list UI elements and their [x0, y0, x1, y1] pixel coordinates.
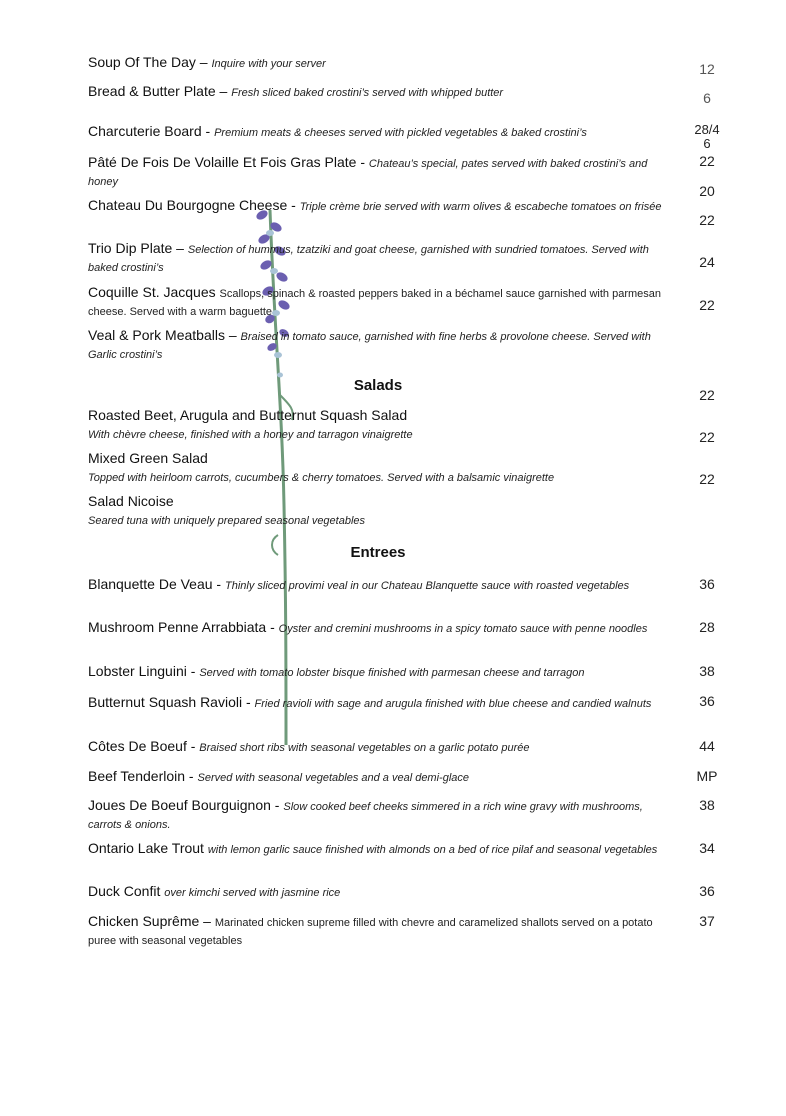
- entrees-item: [88, 619, 678, 637]
- item-price: 22: [699, 153, 715, 169]
- item-separator: –: [215, 83, 232, 99]
- starters-item: [88, 240, 678, 277]
- salads-item: [88, 407, 678, 444]
- item-separator: -: [287, 197, 300, 213]
- item-description: Premium meats & cheeses served with pickled vegetables & baked crostini’s: [214, 127, 587, 139]
- item-separator: -: [266, 619, 279, 635]
- starters-item: [88, 197, 678, 215]
- item-price: 44: [699, 738, 715, 754]
- item-name: Chateau Du Bourgogne Cheese: [88, 197, 288, 213]
- item-price: 20: [699, 183, 715, 199]
- item-name: Joues De Boeuf Bourguignon: [88, 797, 271, 813]
- item-description: Topped with heirloom carrots, cucumbers & cherry tomatoes. Served with a balsamic vinaigrette: [88, 472, 555, 485]
- item-name: Mushroom Penne Arrabbiata: [88, 619, 267, 635]
- item-price: 22: [699, 297, 715, 313]
- starters-item: [88, 83, 678, 101]
- item-price: 24: [699, 254, 715, 270]
- item-description: Served with tomato lobster bisque finished with parmesan cheese and tarragon: [199, 667, 585, 679]
- item-name: Mixed Green Salad: [88, 450, 208, 466]
- starters-item: [88, 123, 678, 141]
- item-price: 37: [699, 913, 715, 929]
- entrees-item: [88, 694, 678, 712]
- item-price: 38: [699, 797, 715, 813]
- item-price: 36: [699, 576, 715, 592]
- item-name: Chicken Suprême: [88, 913, 200, 929]
- entrees-item: [88, 576, 678, 594]
- salads-item: [88, 493, 678, 530]
- item-separator: –: [199, 913, 215, 929]
- item-price: 22: [699, 471, 715, 487]
- item-price: 28/4: [694, 122, 720, 137]
- item-price: 6: [703, 136, 711, 151]
- item-name: Veal & Pork Meatballs: [88, 327, 225, 343]
- item-name: Trio Dip Plate: [88, 240, 173, 256]
- item-separator: -: [201, 123, 215, 139]
- item-separator: -: [186, 663, 200, 679]
- item-name: Bread & Butter Plate: [88, 83, 216, 99]
- item-description: Marinated chicken supreme filled with chevre and caramelized shallots served on a potato puree with seasonal vegetables: [88, 917, 653, 948]
- item-price: 28: [699, 619, 715, 635]
- entrees-item: [88, 663, 678, 681]
- item-separator: -: [242, 694, 255, 710]
- item-description: Scallops, spinach & roasted peppers baked in a béchamel sauce garnished with parmesan cheese. Served with a warm baguette: [88, 288, 662, 319]
- salads-item: [88, 450, 678, 487]
- item-description: Thinly sliced provimi veal in our Chateau Blanquette sauce with roasted vegetables: [225, 580, 630, 592]
- item-description: over kimchi served with jasmine rice: [164, 887, 341, 899]
- item-description: Braised short ribs with seasonal vegetables on a garlic potato purée: [199, 742, 530, 754]
- item-price: 36: [699, 693, 715, 709]
- item-description: Fresh sliced baked crostini’s served with whipped butter: [231, 87, 504, 99]
- item-name: Roasted Beet, Arugula and Butternut Squash Salad: [88, 407, 408, 423]
- item-name: Butternut Squash Ravioli: [88, 694, 243, 710]
- item-description: Triple crème brie served with warm olives & escabeche tomatoes on frisée: [299, 201, 662, 213]
- item-price: 38: [699, 663, 715, 679]
- starters-item: [88, 327, 678, 364]
- item-name: Coquille St. Jacques: [88, 284, 216, 300]
- item-separator: –: [224, 327, 241, 343]
- item-price: 22: [699, 212, 715, 228]
- item-description: Slow cooked beef cheeks simmered in a rich wine gravy with mushrooms, carrots & onions.: [88, 801, 643, 832]
- item-price: 34: [699, 840, 715, 856]
- entrees-heading: Entrees: [350, 544, 406, 561]
- entrees-item: [88, 913, 678, 950]
- item-separator: -: [212, 576, 225, 592]
- item-description: Seared tuna with uniquely prepared seasonal vegetables: [88, 515, 366, 528]
- item-price: MP: [696, 768, 718, 784]
- item-name: Duck Confit: [88, 883, 161, 899]
- starters-item: [88, 154, 678, 191]
- item-price: 22: [699, 429, 715, 445]
- item-description: Braised in tomato sauce, garnished with fine herbs & provolone cheese. Served with Garlic crostini’s: [88, 331, 651, 362]
- item-description: Chateau’s special, pates served with baked crostini’s and honey: [88, 158, 648, 189]
- entrees-item: [88, 797, 678, 834]
- item-price: 22: [699, 387, 715, 403]
- item-description: Inquire with your server: [211, 58, 326, 70]
- entrees-item: [88, 738, 678, 756]
- item-name: Soup Of The Day: [88, 54, 196, 70]
- item-name: Charcuterie Board: [88, 123, 202, 139]
- item-separator: -: [185, 768, 198, 784]
- entrees-item: [88, 768, 678, 786]
- item-separator: -: [270, 797, 284, 813]
- item-description: Served with seasonal vegetables and a veal demi-glace: [197, 772, 469, 784]
- item-description: with lemon garlic sauce finished with almonds on a bed of rice pilaf and seasonal vegetables: [207, 844, 658, 856]
- item-name: Beef Tenderloin: [88, 768, 186, 784]
- item-name: Ontario Lake Trout: [88, 840, 204, 856]
- item-name: Salad Nicoise: [88, 493, 174, 509]
- item-price: 36: [699, 883, 715, 899]
- item-name: Pâté De Fois De Volaille Et Fois Gras Plate: [88, 154, 357, 170]
- item-name: Blanquette De Veau: [88, 576, 213, 592]
- item-price: 6: [703, 90, 711, 106]
- entrees-item: [88, 840, 678, 858]
- salads-heading: Salads: [353, 377, 403, 394]
- starters-item: [88, 54, 678, 72]
- item-description: With chèvre cheese, finished with a honey and tarragon vinaigrette: [88, 429, 413, 442]
- item-name: Côtes De Boeuf: [88, 738, 187, 754]
- item-price: 12: [699, 61, 715, 77]
- item-separator: -: [186, 738, 200, 754]
- item-separator: -: [356, 154, 369, 170]
- entrees-item: [88, 883, 678, 901]
- starters-item: [88, 284, 678, 321]
- item-separator: –: [195, 54, 212, 70]
- item-separator: –: [172, 240, 188, 256]
- item-description: Oyster and cremini mushrooms in a spicy tomato sauce with penne noodles: [278, 623, 648, 635]
- item-name: Lobster Linguini: [88, 663, 187, 679]
- item-description: Selection of hummus, tzatziki and goat cheese, garnished with sundried tomatoes. Served with baked crostini’s: [88, 244, 649, 275]
- item-description: Fried ravioli with sage and arugula finished with blue cheese and candied walnuts: [254, 698, 652, 710]
